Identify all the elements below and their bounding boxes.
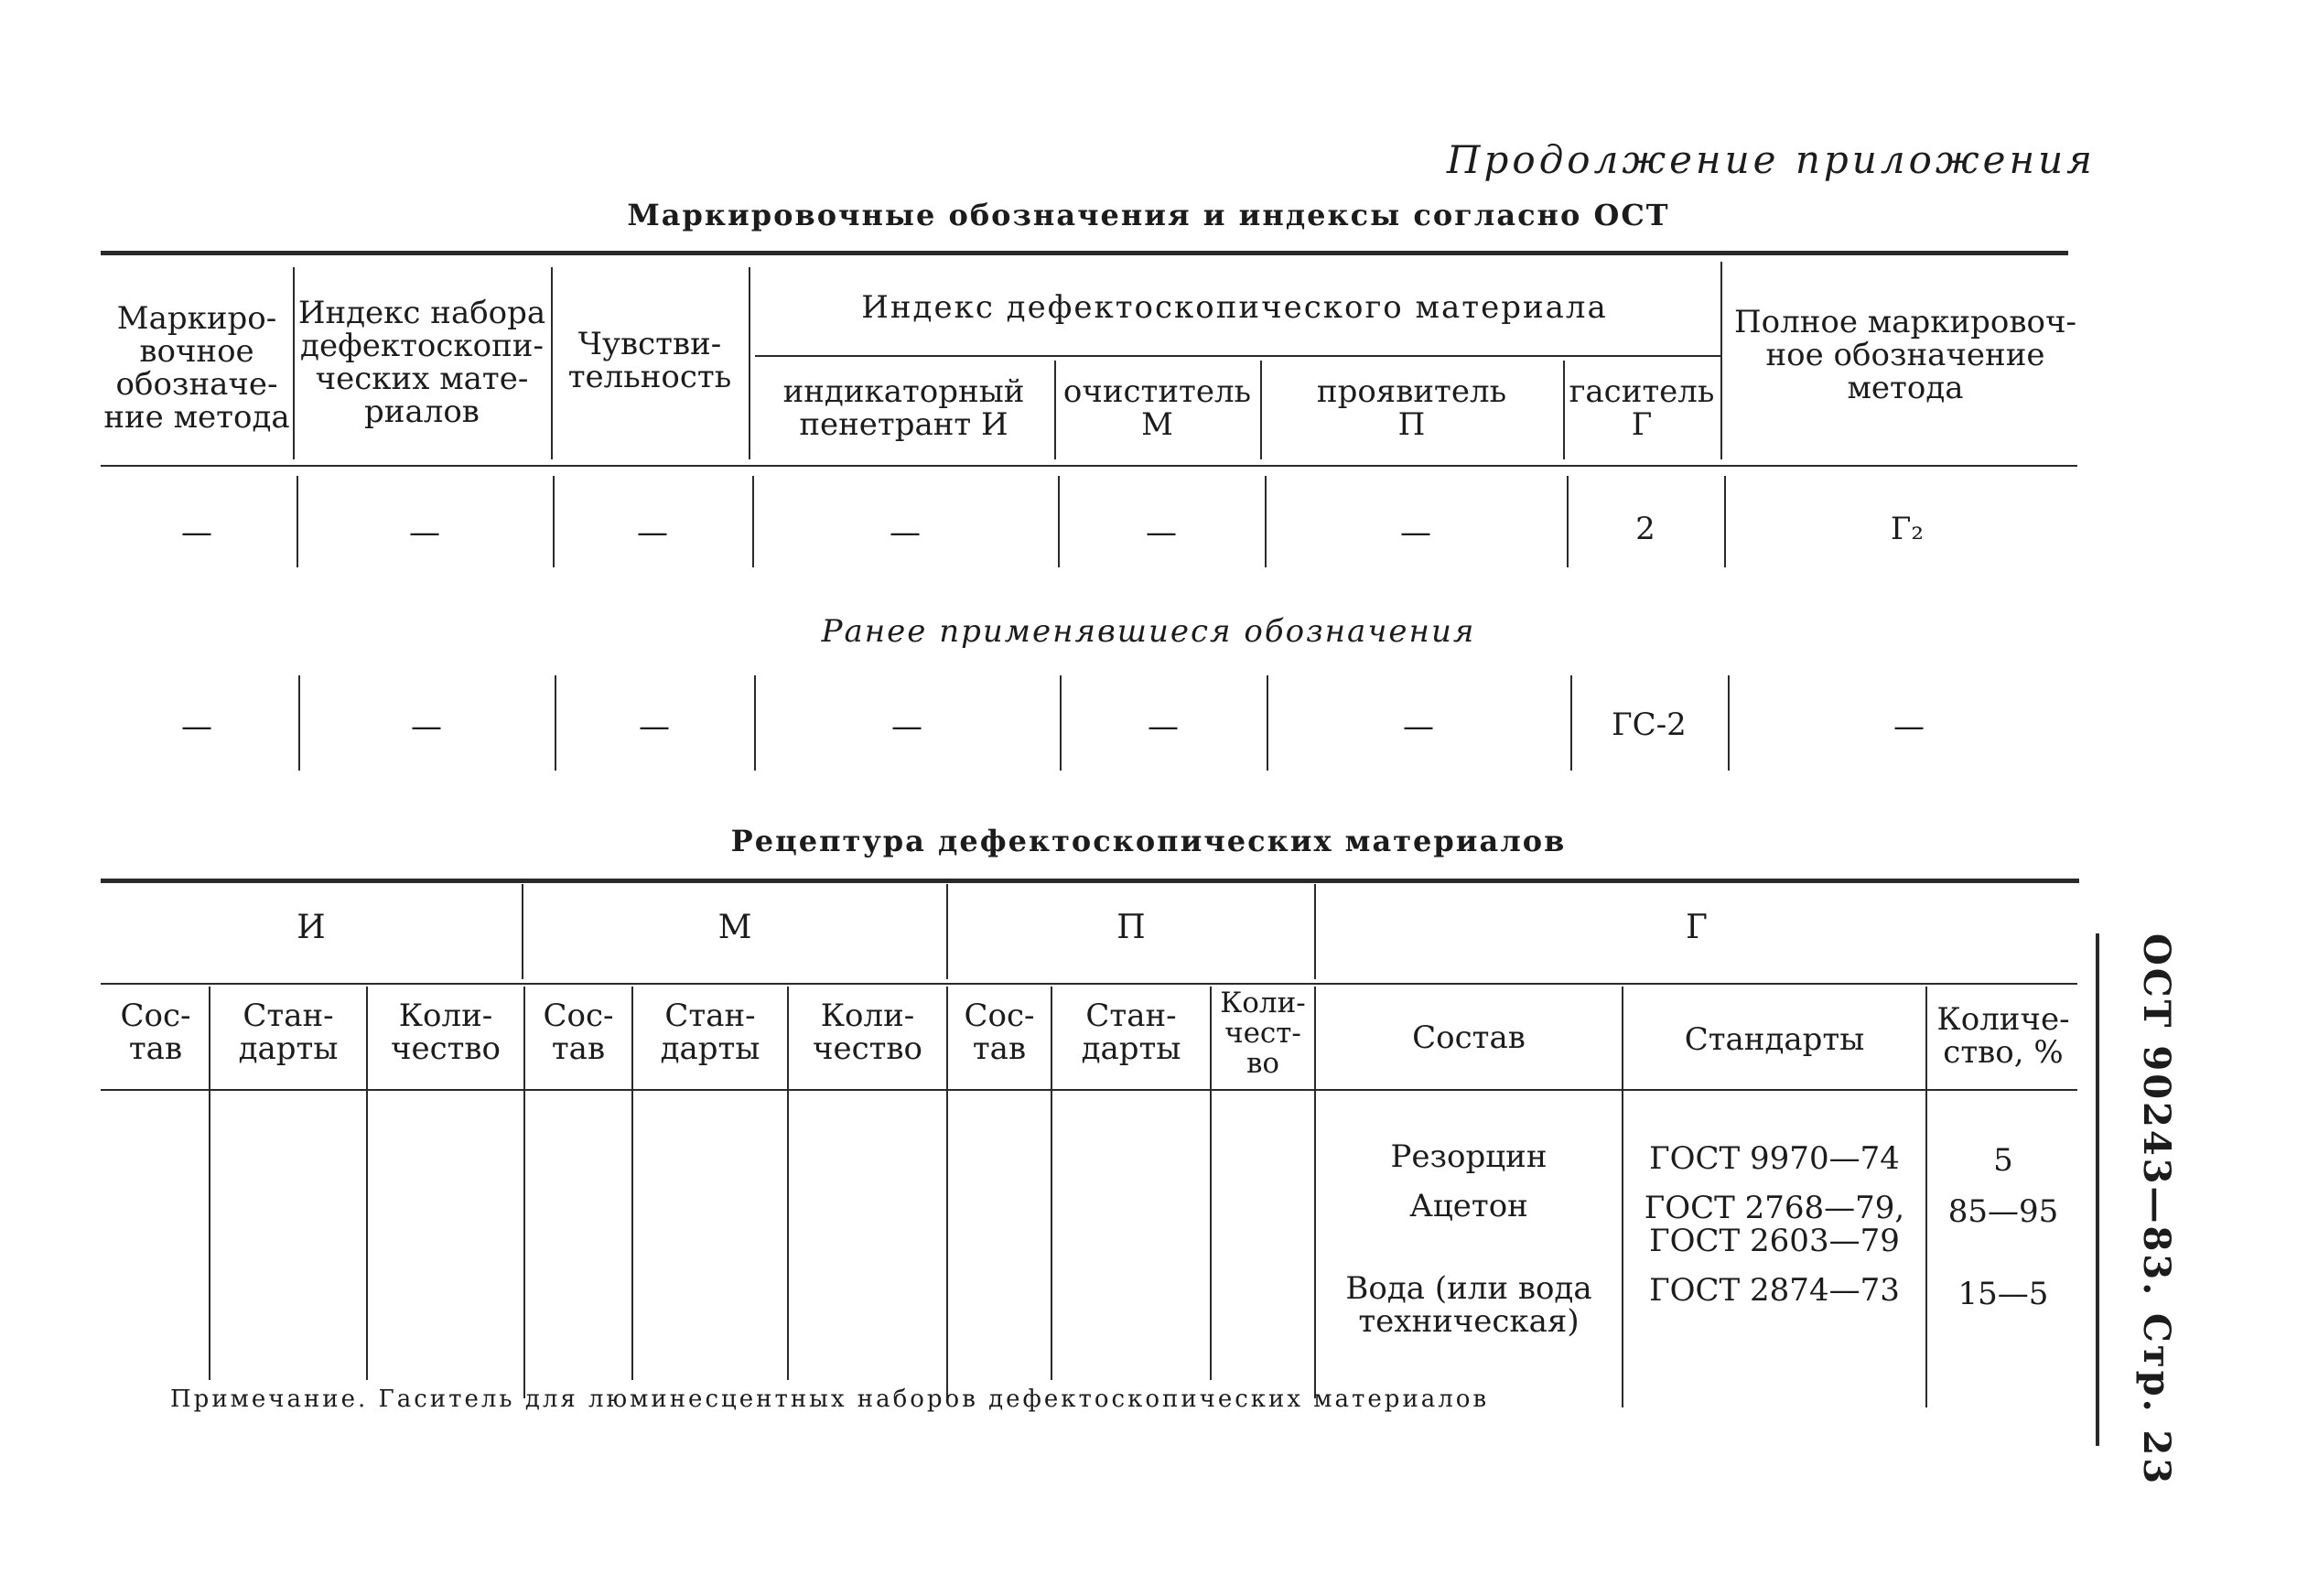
header-full-mark: Полное маркировоч- ное обозначение метода bbox=[1734, 304, 2076, 406]
row-cleaner: — bbox=[1146, 514, 1177, 551]
row-developer: — bbox=[1400, 514, 1431, 551]
prev-developer: — bbox=[1403, 708, 1434, 745]
g-row-composition: Ацетон bbox=[1409, 1188, 1528, 1224]
row-sensitivity: — bbox=[637, 514, 668, 551]
table1-top-rule bbox=[101, 251, 2068, 255]
row-method-mark: — bbox=[181, 514, 212, 551]
g-row-standards: ГОСТ 2874—73 bbox=[1649, 1272, 1900, 1309]
sub-composition: Сос- тав bbox=[964, 998, 1035, 1067]
previous-designations-title: Ранее применявшиеся обозначения bbox=[821, 613, 1476, 650]
row-full-mark: Г₂ bbox=[1890, 511, 1925, 547]
header-kit-index: Индекс набора дефектоскопи- ческих мате- риалов bbox=[297, 295, 546, 430]
g-row-composition: Резорцин bbox=[1390, 1138, 1548, 1175]
header-material-index: Индекс дефектоскопического материала bbox=[861, 289, 1608, 326]
header-penetrant: индикаторный пенетрант И bbox=[782, 373, 1025, 443]
g-row-standards: ГОСТ 9970—74 bbox=[1649, 1140, 1900, 1177]
row-quencher: 2 bbox=[1635, 511, 1655, 547]
prev-kit-index: — bbox=[411, 708, 442, 745]
table1-title: Маркировочные обозначения и индексы согласно ОСТ bbox=[627, 198, 1670, 232]
sub-composition: Сос- тав bbox=[543, 998, 614, 1067]
sub-composition: Сос- тав bbox=[120, 998, 191, 1067]
prev-penetrant: — bbox=[891, 708, 922, 745]
prev-full-mark: — bbox=[1893, 708, 1925, 745]
table1-header-bottom-rule bbox=[101, 465, 2077, 467]
header-cleaner: очиститель М bbox=[1062, 373, 1252, 443]
row-penetrant: — bbox=[890, 514, 921, 551]
g-row-quantity: 5 bbox=[1993, 1142, 2013, 1179]
group-quencher: Г bbox=[1686, 909, 1708, 946]
table2-header-bottom-rule bbox=[101, 1089, 2077, 1091]
header-method-mark: Маркиро- вочное обозначе- ние метода bbox=[103, 300, 290, 436]
group-cleaner: М bbox=[717, 909, 752, 946]
prev-sensitivity: — bbox=[639, 708, 670, 745]
continuation-label: Продолжение приложения bbox=[1446, 137, 2096, 182]
group-penetrant: И bbox=[297, 909, 326, 946]
note-text: Примечание. Гаситель для люминесцентных наборов дефектоскопических материалов bbox=[170, 1386, 1490, 1413]
header-developer: проявитель П bbox=[1316, 373, 1507, 443]
side-label-rule bbox=[2096, 933, 2099, 1446]
prev-cleaner: — bbox=[1148, 708, 1179, 745]
sub-standards: Стан- дарты bbox=[1081, 998, 1181, 1067]
g-row-quantity: 85—95 bbox=[1947, 1193, 2059, 1230]
header-quencher: гаситель Г bbox=[1569, 373, 1715, 443]
sub-g-composition: Состав bbox=[1412, 1019, 1526, 1056]
group-developer: П bbox=[1116, 909, 1146, 946]
g-row-quantity: 15—5 bbox=[1957, 1276, 2049, 1312]
sub-standards: Стан- дарты bbox=[238, 998, 339, 1067]
sub-quantity: Коли- чество bbox=[390, 998, 501, 1067]
table1-subheader-rule bbox=[755, 355, 1720, 357]
g-row-composition: Вода (или вода техническая) bbox=[1345, 1270, 1592, 1340]
sub-g-quantity: Количе- ство, % bbox=[1936, 1001, 2070, 1071]
sub-g-standards: Стандарты bbox=[1684, 1021, 1865, 1058]
sub-standards: Стан- дарты bbox=[660, 998, 760, 1067]
prev-method-mark: — bbox=[181, 708, 212, 745]
table2-title: Рецептура дефектоскопических материалов bbox=[730, 824, 1567, 858]
side-label: ОСТ 90243—83. Стр. 23 bbox=[2135, 933, 2178, 1487]
prev-quencher: ГС-2 bbox=[1612, 706, 1687, 743]
table2-top-rule bbox=[101, 879, 2079, 883]
header-sensitivity: Чувстви- тельность bbox=[567, 326, 732, 395]
table2-group-rule bbox=[101, 983, 2077, 985]
sub-quantity-narrow: Коли- чест- во bbox=[1220, 987, 1306, 1080]
sub-quantity: Коли- чество bbox=[812, 998, 923, 1067]
row-kit-index: — bbox=[409, 514, 440, 551]
g-row-standards: ГОСТ 2768—79, ГОСТ 2603—79 bbox=[1644, 1190, 1905, 1259]
